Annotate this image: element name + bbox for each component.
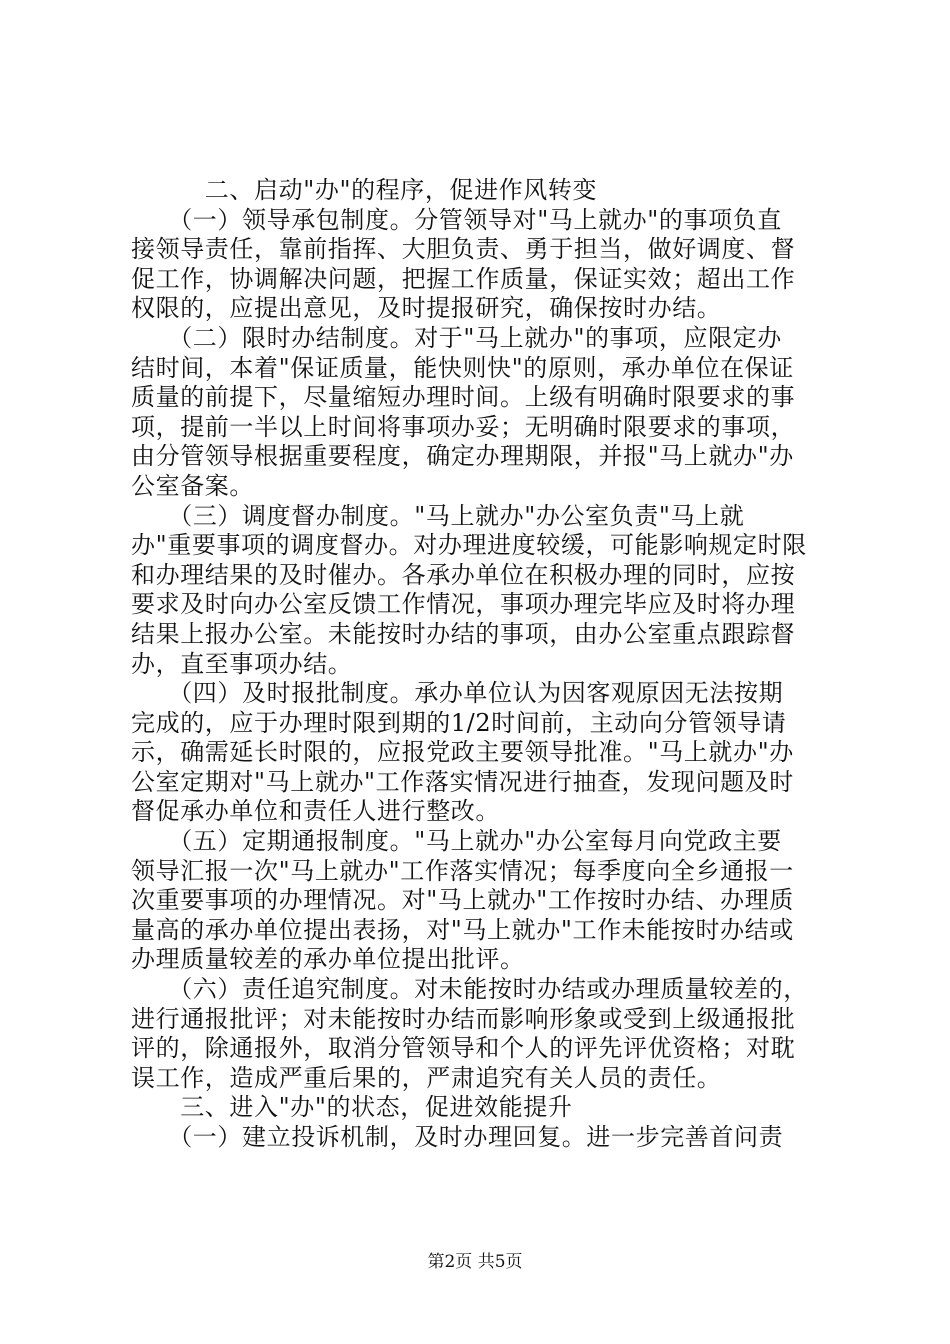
body-text-line: 项，提前一半以上时间将事项办妥；无明确时限要求的事项， bbox=[131, 412, 796, 441]
body-text-line: 误工作，造成严重后果的，严肃追究有关人员的责任。 bbox=[131, 1063, 722, 1092]
body-text-line: （四）及时报批制度。承办单位认为因客观原因无法按期 bbox=[131, 679, 784, 708]
body-text-line: 办理质量较差的承办单位提出批评。 bbox=[131, 945, 525, 974]
page-footer: 第2页 共5页 bbox=[427, 1252, 523, 1272]
body-text-line: 领导汇报一次"马上就办"工作落实情况；每季度向全乡通报一 bbox=[131, 856, 794, 885]
body-text-line: 二、启动"办"的程序，促进作风转变 bbox=[131, 176, 598, 204]
body-text-line: 接领导责任，靠前指挥、大胆负责、勇于担当，做好调度、督 bbox=[131, 235, 796, 264]
body-text-line: 公室定期对"马上就办"工作落实情况进行抽查，发现问题及时 bbox=[131, 767, 794, 796]
body-text-line: 评的，除通报外，取消分管领导和个人的评先评优资格；对耽 bbox=[131, 1034, 796, 1063]
body-text-line: 促工作，协调解决问题，把握工作质量，保证实效；超出工作 bbox=[131, 264, 796, 293]
document-body bbox=[131, 176, 831, 1153]
body-text-line: （六）责任追究制度。对未能按时办结或办理质量较差的， bbox=[131, 975, 808, 1004]
body-text-line: 要求及时向办公室反馈工作情况，事项办理完毕应及时将办理 bbox=[131, 590, 796, 619]
body-text-line: （二）限时办结制度。对于"马上就办"的事项，应限定办 bbox=[131, 323, 782, 352]
body-text-line: 结果上报办公室。未能按时办结的事项，由办公室重点跟踪督 bbox=[131, 619, 796, 648]
body-text-line: 办，直至事项办结。 bbox=[131, 649, 353, 678]
body-text-line: 次重要事项的办理情况。对"马上就办"工作按时办结、办理质 bbox=[131, 886, 794, 915]
body-text-line: 三、进入"办"的状态，促进效能提升 bbox=[131, 1093, 573, 1122]
body-text-line: 进行通报批评；对未能按时办结而影响形象或受到上级通报批 bbox=[131, 1004, 796, 1033]
body-text-line: 完成的，应于办理时限到期的1/2时间前，主动向分管领导请 bbox=[131, 708, 787, 737]
body-text-line: 督促承办单位和责任人进行整改。 bbox=[131, 797, 500, 826]
body-text-line: （一）领导承包制度。分管领导对"马上就办"的事项负直 bbox=[131, 205, 782, 234]
body-text-line: 由分管领导根据重要程度，确定办理期限，并报"马上就办"办 bbox=[131, 442, 794, 471]
body-text-line: 质量的前提下，尽量缩短办理时间。上级有明确时限要求的事 bbox=[131, 383, 796, 412]
body-text-line: 量高的承办单位提出表扬，对"马上就办"工作未能按时办结或 bbox=[131, 915, 794, 944]
body-text-line: 办"重要事项的调度督办。对办理进度较缓，可能影响规定时限 bbox=[131, 531, 807, 560]
body-text-line: 公室备案。 bbox=[131, 471, 254, 500]
body-text-line: 权限的，应提出意见，及时提报研究，确保按时办结。 bbox=[131, 294, 722, 323]
body-text-line: 示，确需延长时限的，应报党政主要领导批准。"马上就办"办 bbox=[131, 738, 794, 767]
body-text-line: 结时间，本着"保证质量，能快则快"的原则，承办单位在保证 bbox=[131, 353, 794, 382]
body-text-line: （五）定期通报制度。"马上就办"办公室每月向党政主要 bbox=[131, 827, 782, 856]
body-text-line: （三）调度督办制度。"马上就办"办公室负责"马上就 bbox=[131, 501, 745, 530]
body-text-line: 和办理结果的及时催办。各承办单位在积极办理的同时，应按 bbox=[131, 560, 796, 589]
body-text-line: （一）建立投诉机制，及时办理回复。进一步完善首问责 bbox=[131, 1123, 784, 1151]
